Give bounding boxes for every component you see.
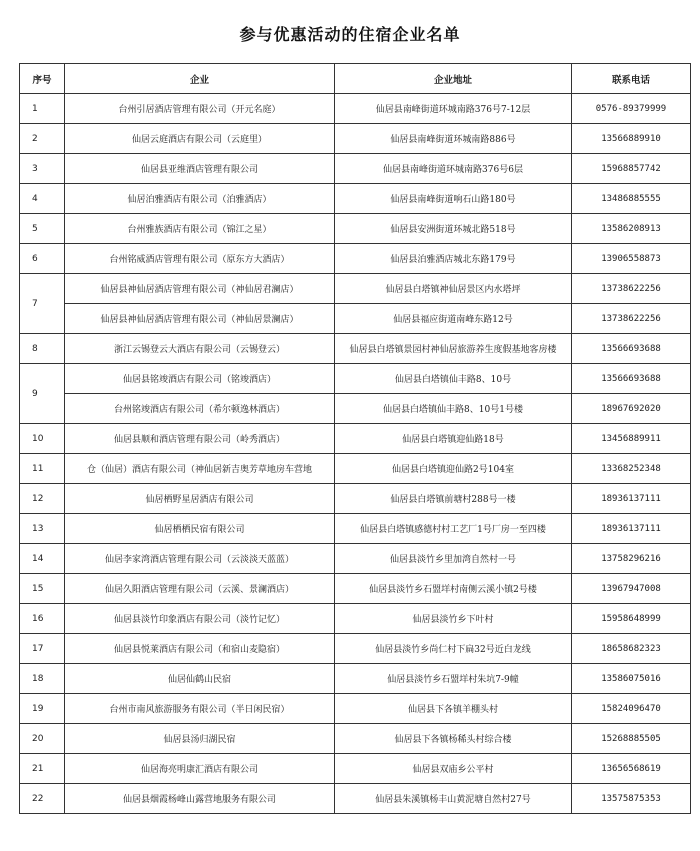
- header-company: 企业: [65, 64, 335, 94]
- row-address: 仙居县南峰街道环城南路376号6层: [335, 154, 572, 184]
- row-phone: 15268885505: [572, 724, 691, 754]
- row-seq: 16: [20, 604, 65, 634]
- row-phone: 13456889911: [572, 424, 691, 454]
- row-seq: 10: [20, 424, 65, 454]
- row-phone: 13586075016: [572, 664, 691, 694]
- table-row: [20, 184, 691, 214]
- row-phone: 13738622256: [572, 304, 691, 334]
- row-company: 仙居县汤归湖民宿: [65, 724, 335, 754]
- row-phone: 18936137111: [572, 514, 691, 544]
- row-address: 仙居县下各镇羊棚头村: [335, 694, 572, 724]
- row-address: 仙居县淡竹乡石盟垟村南侧云溪小镇2号楼: [335, 574, 572, 604]
- row-address: 仙居县白塔镇迎仙路18号: [335, 424, 572, 454]
- row-seq: 13: [20, 514, 65, 544]
- row-company: 仙居栖野星居酒店有限公司: [65, 484, 335, 514]
- row-phone: 13967947008: [572, 574, 691, 604]
- table-row: [20, 394, 691, 424]
- row-seq: 12: [20, 484, 65, 514]
- row-address: 仙居县淡竹乡下叶村: [335, 604, 572, 634]
- row-company: 仙居久阳酒店管理有限公司（云溪、景澜酒店）: [65, 574, 335, 604]
- row-phone: 13566693688: [572, 364, 691, 394]
- row-company: 台州铭威酒店管理有限公司（原东方大酒店）: [65, 244, 335, 274]
- row-company: 仙居县神仙居酒店管理有限公司（神仙居君澜店）: [65, 274, 335, 304]
- row-seq: 9: [20, 364, 65, 424]
- row-company: 仙居县铭竣酒店有限公司（铭竣酒店）: [65, 364, 335, 394]
- row-company: 台州铭竣酒店有限公司（希尔顿逸林酒店）: [65, 394, 335, 424]
- table-row: [20, 514, 691, 544]
- table-row: [20, 94, 691, 124]
- row-address: 仙居县淡竹乡里加湾自然村一号: [335, 544, 572, 574]
- table-row: [20, 454, 691, 484]
- row-company: 仙居海亮明康汇酒店有限公司: [65, 754, 335, 784]
- row-seq: 14: [20, 544, 65, 574]
- row-company: 仙居县烟霞杨峰山露营地服务有限公司: [65, 784, 335, 814]
- row-company: 仙居县亚维酒店管理有限公司: [65, 154, 335, 184]
- page-title: 参与优惠活动的住宿企业名单: [239, 25, 461, 44]
- row-seq: 15: [20, 574, 65, 604]
- row-phone: 13575875353: [572, 784, 691, 814]
- header-seq: 序号: [20, 64, 65, 94]
- row-seq: 17: [20, 634, 65, 664]
- row-address: 仙居县下各镇杨稀头村综合楼: [335, 724, 572, 754]
- row-address: 仙居县双庙乡公平村: [335, 754, 572, 784]
- row-phone: 18936137111: [572, 484, 691, 514]
- row-phone: 13758296216: [572, 544, 691, 574]
- table-body: [20, 94, 691, 814]
- row-address: 仙居县南峰街道环城南路376号7-12层: [335, 94, 572, 124]
- row-company: 仙居仙鹤山民宿: [65, 664, 335, 694]
- row-seq: 2: [20, 124, 65, 154]
- row-address: 仙居县白塔镇神仙居景区内水塔坪: [335, 274, 572, 304]
- row-seq: 21: [20, 754, 65, 784]
- row-phone: 13586208913: [572, 214, 691, 244]
- table-row: [20, 544, 691, 574]
- row-address: 仙居县南峰街道响石山路180号: [335, 184, 572, 214]
- row-company: 仙居泊雅酒店有限公司（泊雅酒店）: [65, 184, 335, 214]
- table-row: [20, 214, 691, 244]
- row-phone: 18967692020: [572, 394, 691, 424]
- row-company: 浙江云锡登云大酒店有限公司（云锡登云）: [65, 334, 335, 364]
- table-row: [20, 334, 691, 364]
- row-address: 仙居县安洲街道环城北路518号: [335, 214, 572, 244]
- row-phone: 13486885555: [572, 184, 691, 214]
- row-address: 仙居县福应街道南峰东路12号: [335, 304, 572, 334]
- hotel-list-table: [19, 63, 691, 814]
- row-address: 仙居县白塔镇仙丰路8、10号1号楼: [335, 394, 572, 424]
- table-row: [20, 634, 691, 664]
- row-seq: 6: [20, 244, 65, 274]
- row-company: 仙居县顺和酒店管理有限公司（岭秀酒店）: [65, 424, 335, 454]
- table-row: [20, 274, 691, 304]
- row-address: 仙居县白塔镇迎仙路2号104室: [335, 454, 572, 484]
- row-company: 仙居李家湾酒店管理有限公司（云淡淡天蓝蓝）: [65, 544, 335, 574]
- row-seq: 7: [20, 274, 65, 334]
- row-seq: 11: [20, 454, 65, 484]
- row-phone: 15958648999: [572, 604, 691, 634]
- row-company: 台州市南风旅游服务有限公司（半日闲民宿）: [65, 694, 335, 724]
- row-company: 仙居县神仙居酒店管理有限公司（神仙居景澜店）: [65, 304, 335, 334]
- row-phone: 13566889910: [572, 124, 691, 154]
- row-address: 仙居县南峰街道环城南路886号: [335, 124, 572, 154]
- table-row: [20, 604, 691, 634]
- table-row: [20, 754, 691, 784]
- header-address: 企业地址: [335, 64, 572, 94]
- table-row: [20, 664, 691, 694]
- row-address: 仙居县泊雅酒店城北东路179号: [335, 244, 572, 274]
- table-row: [20, 364, 691, 394]
- row-address: 仙居县白塔镇景园村神仙居旅游养生度假基地客房楼: [335, 334, 572, 364]
- row-company: 仙居县淡竹印象酒店有限公司（淡竹记忆）: [65, 604, 335, 634]
- row-address: 仙居县淡竹乡石盟垟村朱坑7-9幢: [335, 664, 572, 694]
- table-row: [20, 784, 691, 814]
- header-phone: 联系电话: [572, 64, 691, 94]
- row-phone: 0576-89379999: [572, 94, 691, 124]
- row-address: 仙居县白塔镇前塘村288号一楼: [335, 484, 572, 514]
- row-company: 仙居栖栖民宿有限公司: [65, 514, 335, 544]
- row-seq: 20: [20, 724, 65, 754]
- row-seq: 8: [20, 334, 65, 364]
- table-row: [20, 124, 691, 154]
- row-address: 仙居县朱溪镇杨丰山黄泥塘自然村27号: [335, 784, 572, 814]
- table-row: [20, 724, 691, 754]
- row-phone: 13738622256: [572, 274, 691, 304]
- row-address: 仙居县淡竹乡尚仁村下扁32号近白龙线: [335, 634, 572, 664]
- row-seq: 4: [20, 184, 65, 214]
- row-seq: 1: [20, 94, 65, 124]
- row-company: 仙居云庭酒店有限公司（云庭里）: [65, 124, 335, 154]
- row-phone: 13906558873: [572, 244, 691, 274]
- row-company: 台州雅族酒店有限公司（锦江之星）: [65, 214, 335, 244]
- row-address: 仙居县白塔镇感德村村工艺厂1号厂房一至四楼: [335, 514, 572, 544]
- table-row: [20, 424, 691, 454]
- table-row: [20, 574, 691, 604]
- row-phone: 13368252348: [572, 454, 691, 484]
- table-row: [20, 304, 691, 334]
- row-seq: 5: [20, 214, 65, 244]
- row-phone: 13566693688: [572, 334, 691, 364]
- table-header-row: [20, 64, 691, 94]
- table-row: [20, 244, 691, 274]
- row-phone: 18658682323: [572, 634, 691, 664]
- row-company: 台州引居酒店管理有限公司（开元名庭）: [65, 94, 335, 124]
- row-seq: 22: [20, 784, 65, 814]
- table-row: [20, 484, 691, 514]
- table-row: [20, 694, 691, 724]
- row-phone: 15968857742: [572, 154, 691, 184]
- row-phone: 13656568619: [572, 754, 691, 784]
- row-address: 仙居县白塔镇仙丰路8、10号: [335, 364, 572, 394]
- row-company: 仙居县悦莱酒店有限公司（和宿山麦隐宿）: [65, 634, 335, 664]
- row-seq: 3: [20, 154, 65, 184]
- table-row: [20, 154, 691, 184]
- row-seq: 18: [20, 664, 65, 694]
- row-phone: 15824096470: [572, 694, 691, 724]
- row-company: 仓（仙居）酒店有限公司（神仙居新吉奥芳草地房车营地: [65, 454, 335, 484]
- row-seq: 19: [20, 694, 65, 724]
